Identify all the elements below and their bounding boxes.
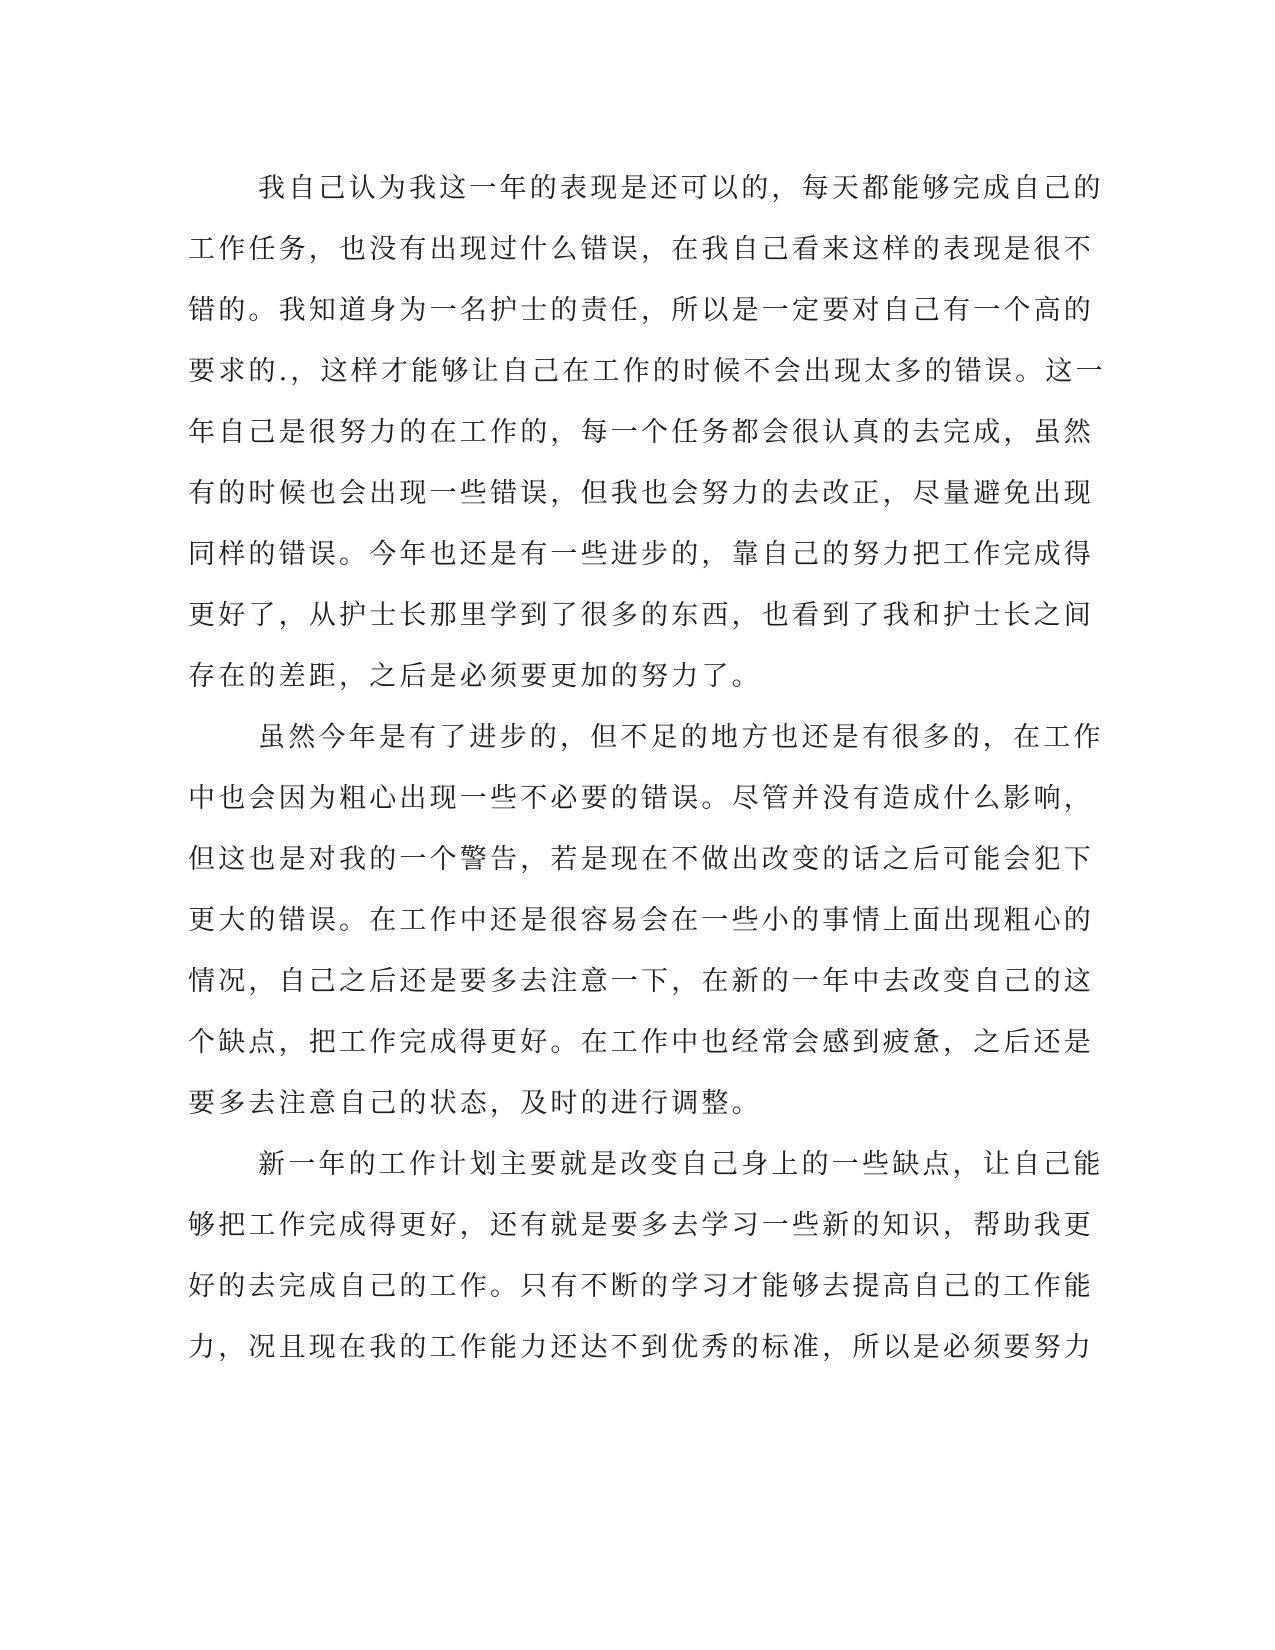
paragraph-line: 力，况且现在我的工作能力还达不到优秀的标准，所以是必须要努力 [188, 1332, 1094, 1363]
paragraph-line: 但这也是对我的一个警告，若是现在不做出改变的话之后可能会犯下 [188, 844, 1094, 875]
paragraph-line: 中也会因为粗心出现一些不必要的错误。尽管并没有造成什么影响， [188, 783, 1094, 814]
document-body [188, 158, 1106, 1378]
paragraph-3 [188, 1134, 1104, 1378]
paragraph-line: 要求的.，这样才能够让自己在工作的时候不会出现太多的错误。这一 [188, 356, 1106, 387]
paragraph-line: 要多去注意自己的状态，及时的进行调整。 [188, 1088, 762, 1119]
paragraph-line: 同样的错误。今年也还是有一些进步的，靠自己的努力把工作完成得 [188, 539, 1094, 570]
paragraph-line: 年自己是很努力的在工作的，每一个任务都会很认真的去完成，虽然 [188, 417, 1094, 448]
paragraph-line: 错的。我知道身为一名护士的责任，所以是一定要对自己有一个高的 [188, 295, 1094, 326]
paragraph-line: 好的去完成自己的工作。只有不断的学习才能够去提高自己的工作能 [188, 1271, 1094, 1302]
paragraph-line: 新一年的工作计划主要就是改变自己身上的一些缺点，让自己能 [258, 1149, 1104, 1180]
paragraph-2 [188, 707, 1104, 1134]
paragraph-line: 更好了，从护士长那里学到了很多的东西，也看到了我和护士长之间 [188, 600, 1094, 631]
paragraph-line: 虽然今年是有了进步的，但不足的地方也还是有很多的，在工作 [258, 722, 1104, 753]
paragraph-line: 情况，自己之后还是要多去注意一下，在新的一年中去改变自己的这 [188, 966, 1094, 997]
paragraph-1 [188, 158, 1106, 707]
paragraph-line: 够把工作完成得更好，还有就是要多去学习一些新的知识，帮助我更 [188, 1210, 1094, 1241]
paragraph-line: 个缺点，把工作完成得更好。在工作中也经常会感到疲惫，之后还是 [188, 1027, 1094, 1058]
paragraph-line: 存在的差距，之后是必须要更加的努力了。 [188, 661, 762, 692]
paragraph-line: 有的时候也会出现一些错误，但我也会努力的去改正，尽量避免出现 [188, 478, 1094, 509]
paragraph-line: 工作任务，也没有出现过什么错误，在我自己看来这样的表现是很不 [188, 234, 1094, 265]
paragraph-line: 更大的错误。在工作中还是很容易会在一些小的事情上面出现粗心的 [188, 905, 1094, 936]
paragraph-line: 我自己认为我这一年的表现是还可以的，每天都能够完成自己的 [258, 173, 1104, 204]
